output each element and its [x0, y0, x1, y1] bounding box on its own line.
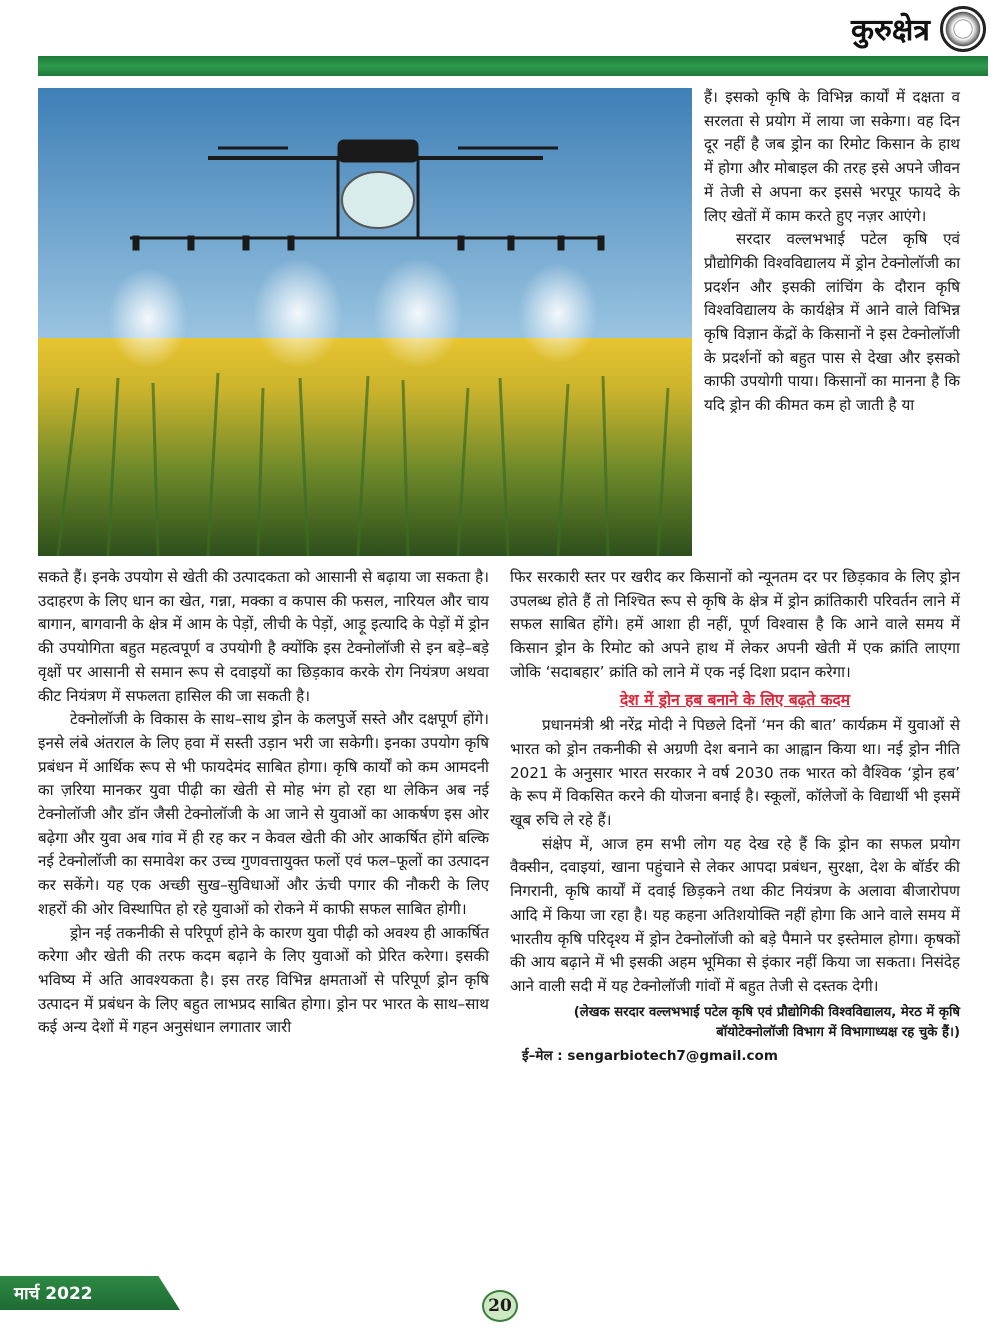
section-heading: देश में ड्रोन हब बनाने के लिए बढ़ते कदम	[619, 690, 851, 709]
issue-month: मार्च 2022	[14, 1284, 93, 1304]
right-top-column	[704, 86, 960, 418]
paragraph: ड्रोन नई तकनीकी से परिपूर्ण होने के कारण युवा पीढ़ी को अवश्य ही आकर्षित करेगा और खेती की तरफ कदम बढ़ाने के लिए युवाओं को प्रेरित करेगा। इसकी भविष्य में अति आवश्यकता है। इस तरह विभिन्न क्षमताओं से परिपूर्ण ड्रोन कृषि उत्पादन में प्रबंधन के लिए बहुत लाभप्रद साबित होगा। ड्रोन पर भारत के साथ–साथ कई अन्य देशों में गहन अनुसंधान लगातार जारी	[38, 923, 489, 1037]
right-column	[510, 566, 960, 1068]
emblem-logo-icon	[940, 6, 986, 52]
author-email: ई–मेल : sengarbiotech7@gmail.com	[522, 1047, 778, 1064]
drone-field-illustration	[38, 88, 692, 556]
paragraph: सकते हैं। इनके उपयोग से खेती की उत्पादकता को आसानी से बढ़ाया जा सकता है। उदाहरण के लिए धान का खेत, गन्ना, मक्का व कपास की फसल, नारियल और चाय बागान, बागवानी के क्षेत्र में आम के पेड़ों, लीची के पेड़ों, आड़ू इत्यादि के पेड़ों में ड्रोन की उपयोगिता बहुत महत्वपूर्ण व उपयोगी है क्योंकि इस टेक्नोलॉजी से इन बड़े–बड़े वृक्षों पर आसानी से समान रूप से दवाइयों का छिड़काव करके रोग नियंत्रण अथवा कीट नियंत्रण में सफलता हासिल की जा सकती है।	[38, 568, 489, 705]
paragraph: संक्षेप में, आज हम सभी लोग यह देख रहे हैं कि ड्रोन का सफल प्रयोग वैक्सीन, दवाइयां, खाना पहुंचाने से लेकर आपदा प्रबंधन, सुरक्षा, देश के बॉर्डर की निगरानी, कृषि कार्यों में दवाई छिड़कने तथा कीट नियंत्रण के अलावा बीजारोपण आदि में किया जा रहा है। यह कहना अतिशयोक्ति नहीं होगा कि आने वाले समय में भारतीय कृषि परिदृश्य में ड्रोन टेक्नोलॉजी को बड़े पैमाने पर इस्तेमाल होगा। कृषकों की आय बढ़ाने में भी इसकी अहम भूमिका से इंकार नहीं किया जा सकता। निसंदेह आने वाली सदी में यह टेक्नोलॉजी गांवों में बहुत तेजी से दस्तक देगी।	[510, 834, 960, 995]
paragraph: फिर सरकारी स्तर पर खरीद कर किसानों को न्यूनतम दर पर छिड़काव के लिए ड्रोन उपलब्ध होते हैं तो निश्चित रूप से कृषि के क्षेत्र में ड्रोन क्रांतिकारी परिवर्तन लाने में सफल साबित होंगे। हमें आशा ही नहीं, पूर्ण विश्वास है कि आने वाले समय में किसान ड्रोन के रिमोट को अपने हाथ में लेकर अपनी खेती में एक क्रांति लाएगा जोकि ‘सदाबहार’ क्रांति को लाने में एक नई दिशा प्रदान करेगा।	[510, 568, 960, 681]
header-divider	[38, 56, 988, 76]
drone-spraying-photo	[38, 88, 692, 556]
left-column	[38, 566, 489, 1040]
magazine-title: कुरुक्षेत्र	[850, 13, 930, 48]
masthead	[0, 0, 1000, 80]
page-number: 20	[482, 1290, 518, 1322]
paragraph: हैं। इसको कृषि के विभिन्न कार्यों में दक्षता व सरलता से प्रयोग में लाया जा सकेगा। वह दिन दूर नहीं है जब ड्रोन का रिमोट किसान के हाथ में होगा और मोबाइल की तरह इसे अपने जीवन में तेजी से अपना कर इससे भरपूर फायदे के लिए खेतों में काम करते हुए नज़र आएंगे।	[704, 88, 960, 225]
paragraph: सरदार वल्लभभाई पटेल कृषि एवं प्रौद्योगिकी विश्वविद्यालय में ड्रोन टेक्नोलॉजी का प्रदर्शन और इसकी लांचिंग के दौरान कृषि विश्वविद्यालय के कार्यक्षेत्र में आने वाले विभिन्न कृषि विज्ञान केंद्रों के किसानों ने इस टेक्नोलॉजी के प्रदर्शनों को बहुत पास से देखा और इसको काफी उपयोगी पाया। किसानों का मानना है कि यदि ड्रोन की कीमत कम हो जाती है या	[704, 230, 960, 415]
paragraph: प्रधानमंत्री श्री नरेंद्र मोदी ने पिछले दिनों ‘मन की बात’ कार्यक्रम में युवाओं से भारत को ड्रोन तकनीकी से अग्रणी देश बनाने का आह्वान किया था। नई ड्रोन नीति 2021 के अनुसार भारत सरकार ने वर्ष 2030 तक भारत को वैश्विक ‘ड्रोन हब’ के रूप में विकसित करने की योजना बनाई है। स्कूलों, कॉलेजों के विद्यार्थी भी इसमें खूब रुचि ले रहे हैं।	[510, 716, 960, 830]
author-byline: (लेखक सरदार वल्लभभाई पटेल कृषि एवं प्रौद्योगिकी विश्वविद्यालय, मेरठ में कृषि बॉयोटेक्नोलॉजी विभाग में विभागाध्यक्ष रह चुके हैं।)	[573, 1004, 960, 1040]
paragraph: टेक्नोलॉजी के विकास के साथ–साथ ड्रोन के कलपुर्जे सस्ते और दक्षपूर्ण होंगे। इनसे लंबे अंतराल के लिए हवा में सस्ती उड़ान भरी जा सकेगी। इनका उपयोग कृषि प्रबंधन में आर्थिक रूप से भी फायदेमंद साबित होगा। कृषि कार्यों को कम आमदनी का ज़रिया मानकर युवा पीढ़ी का खेती से मोह भंग हो रहा था लेकिन अब नई टेक्नोलॉजी और डॉन जैसी टेक्नोलॉजी के आ जाने से युवाओं का आकर्षण इस ओर बढ़ेगा और युवा अब गांव में ही रह कर न केवल खेती की ओर आकर्षित होंगे बल्कि नई टेक्नोलॉजी का समावेश कर उच्च गुणवत्तायुक्त फलों एवं फल–फूलों का उत्पादन कर सकेंगे। यह एक अच्छी सुख–सुविधाओं और ऊंची पगार की नौकरी के लिए शहरों की ओर विस्थापित हो रहे युवाओं को रोकने में काफी सफल साबित होगी।	[38, 710, 489, 918]
